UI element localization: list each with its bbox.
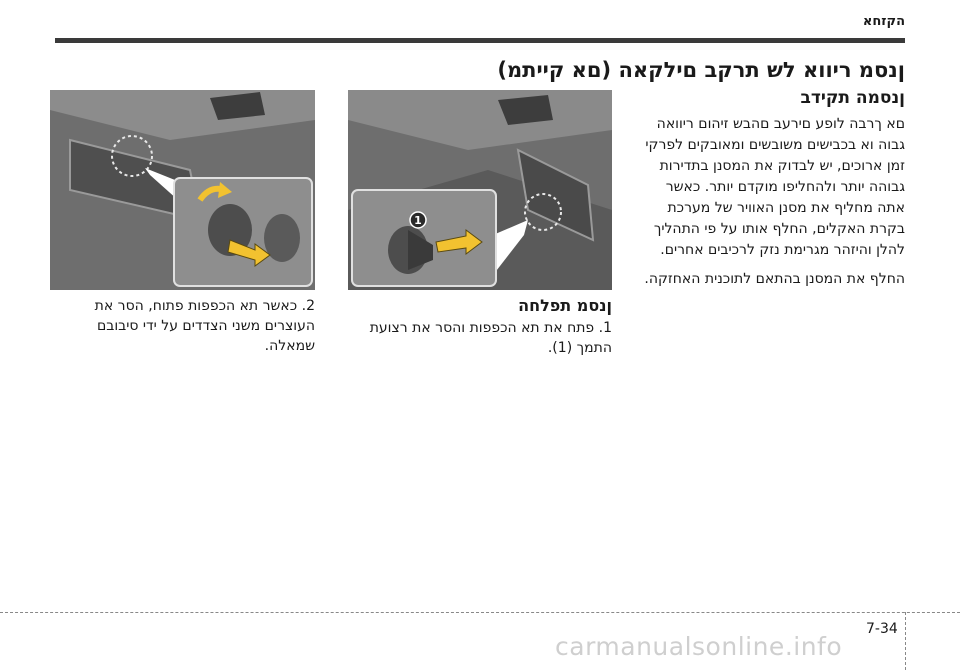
step-1: 1. פתח את תא הכפפות והסר את רצועת התמך (1). — [369, 320, 612, 356]
step-2: 2. כאשר תא הכפפות פתוח, הסר את העוצרים משני הצדדים על ידי סיבובם שמאלה. — [94, 298, 315, 354]
figure-stopper-rotation — [50, 90, 315, 290]
section-label: הקזחא — [862, 14, 905, 29]
watermark: carmanualsonline.info — [555, 632, 843, 661]
check-body — [635, 114, 905, 298]
footer-divider — [905, 612, 906, 670]
page-number: 7-34 — [866, 621, 898, 637]
page-title: ןנסמ ריווא לש תרקב םילקאה (םא קייתמ) — [497, 58, 905, 82]
check-heading: ןנסמה תקידב — [800, 88, 905, 108]
footer-rule — [0, 612, 960, 613]
figure-strap-removal — [348, 90, 612, 290]
header-rule — [55, 38, 905, 43]
callout-1: 1 — [414, 214, 422, 227]
check-paragraph-2: החלף את המסנן בהתאם לתוכנית האחזקה. — [644, 271, 905, 287]
check-paragraph-1: םא ךרבה לופע םירעב םהבש זיהום ריוואה גבוה וא בכבישים משובשים ומאובקים לפרקי זמן ארוכים, יש לבדוק את המסנן בתדירות גבוהה יותר ולהחליפו מוקדם יותר. כאשר אתה מחליף את מסנן האוויר של מערכת בקרת האקלים, החלף אותו על פי התהליך להלן והיזהר מגרימת נזק לרכיבים אחרים. — [645, 116, 905, 258]
replace-heading: ןנסמ תפלחה — [518, 296, 612, 315]
